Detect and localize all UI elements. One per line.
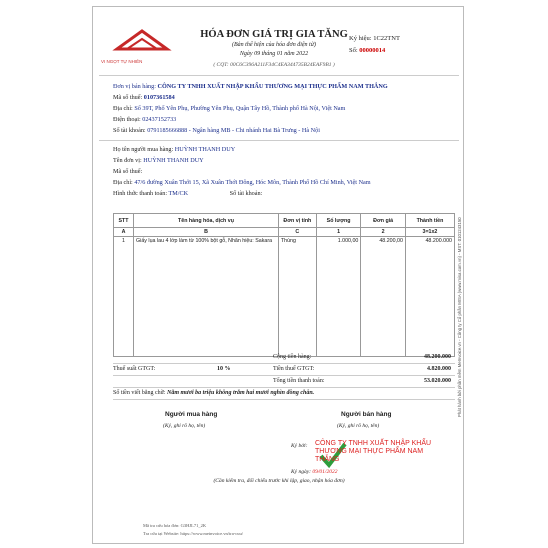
seller-name-row: Đơn vị bán hàng: CÔNG TY TNHH XUẤT NHẬP KHẨU THƯƠNG MẠI THỰC PHẨM NAM THẮNG [113, 83, 388, 90]
col-unit: Đơn vị tính [278, 214, 316, 228]
subtotal-row: Cộng tiền hàng: 48.200.000 [113, 354, 455, 364]
col-price: Đơn giá [361, 214, 406, 228]
col-total: Thành tiền [405, 214, 454, 228]
seller-address-row: Địa chỉ: Số 39T, Phố Yên Phụ, Phường Yên Phụ, Quận Tây Hồ, Thành phố Hà Nội, Việt Nam [113, 105, 346, 112]
col-qty: Số lượng [316, 214, 361, 228]
items-table [113, 213, 455, 357]
verification-note: (Cần kiểm tra, đối chiếu trước khi lập, giao, nhận hóa đơn) [213, 478, 345, 484]
table-index-row: A B C 1 2 3=1x2 [114, 228, 455, 237]
invoice-sheet [92, 6, 464, 544]
brand-logo-icon [107, 27, 177, 57]
buyer-payment-row: Hình thức thanh toán: TM/CK Số tài khoản: [113, 190, 263, 197]
side-publisher-text: Phát hành bởi phần mềm MeInvoice.vn - Công ty Cổ phần MISA (www.misa.com.vn) - MST: 0101243150 [457, 217, 462, 417]
seller-phone-row: Điện thoại: 02437152733 [113, 116, 177, 123]
invoice-subtitle: (Bản thể hiện của hóa đơn điện tử) [232, 42, 316, 48]
col-name: Tên hàng hóa, dịch vụ [134, 214, 279, 228]
seller-tax-row: Mã số thuế: 0107361584 [113, 94, 175, 101]
invoice-date: Ngày 09 tháng 01 năm 2022 [239, 51, 309, 57]
brand-logo-text: VI NGỌT TỰ NHIÊN [101, 59, 143, 64]
amount-in-words-row: Số tiền viết bằng chữ: Năm mươi ba triệu không trăm hai mươi nghìn đồng chẵn. [113, 390, 455, 400]
table-header-row [114, 214, 455, 228]
signed-by-company: CÔNG TY TNHH XUẤT NHẬP KHẨU THƯƠNG MẠI THỰC PHẨM NAM THẮNG [315, 440, 432, 463]
buyer-signature-title: Người mua hàng [165, 411, 218, 418]
seller-account-row: Số tài khoản: 0791185666888 - Ngân hàng MB - Chi nhánh Hai Bà Trưng - Hà Nội [113, 127, 320, 134]
grand-total-row: Tổng tiền thanh toán: 53.020.000 [113, 378, 455, 388]
table-row: 1 Giấy lụa lau 4 lớp làm từ 100% bột gỗ, Nhãn hiệu: Sakara Thùng 1.000,00 48.200,00 48.200.000 [114, 237, 455, 357]
divider [99, 75, 459, 76]
signed-by-label: Ký bởi: [291, 443, 308, 449]
buyer-address-row: Địa chỉ: 47/6 đường Xuân Thới 15, Xã Xuân Thới Đông, Hóc Môn, Thành Phố Hồ Chí Minh, Việt Nam [113, 179, 371, 186]
signed-date: Ký ngày: 09/01/2022 [291, 469, 338, 475]
buyer-tax-row: Mã số thuế: [113, 168, 143, 175]
divider [99, 140, 459, 141]
lookup-site: Tra cứu tại Website: https://www.meinvoice.vn/tra-cuu/ [143, 531, 244, 536]
seller-signature-note: (Ký, ghi rõ họ, tên) [337, 423, 380, 429]
invoice-number: Số: 00000014 [349, 47, 386, 54]
buyer-name-row: Họ tên người mua hàng: HUỲNH THANH DUY [113, 146, 236, 153]
lookup-code: Mã tra cứu hóa đơn: G3HJL71_2K [143, 523, 207, 528]
kyhieu: Ký hiệu: 1C22TNT [349, 35, 400, 42]
buyer-unit-row: Tên đơn vị: HUỲNH THANH DUY [113, 157, 204, 164]
vat-row: Thuế suất GTGT: 10 % Tiền thuế GTGT: 4.820.000 [113, 366, 455, 376]
col-stt: STT [114, 214, 134, 228]
buyer-signature-note: (Ký, ghi rõ họ, tên) [163, 423, 206, 429]
seller-signature-title: Người bán hàng [341, 411, 392, 418]
cqt-code: ( CQT: 00C6C396A211F34C4EA344735B24EAF9B1 ) [213, 62, 335, 68]
invoice-title: HÓA ĐƠN GIÁ TRỊ GIA TĂNG [200, 29, 348, 40]
